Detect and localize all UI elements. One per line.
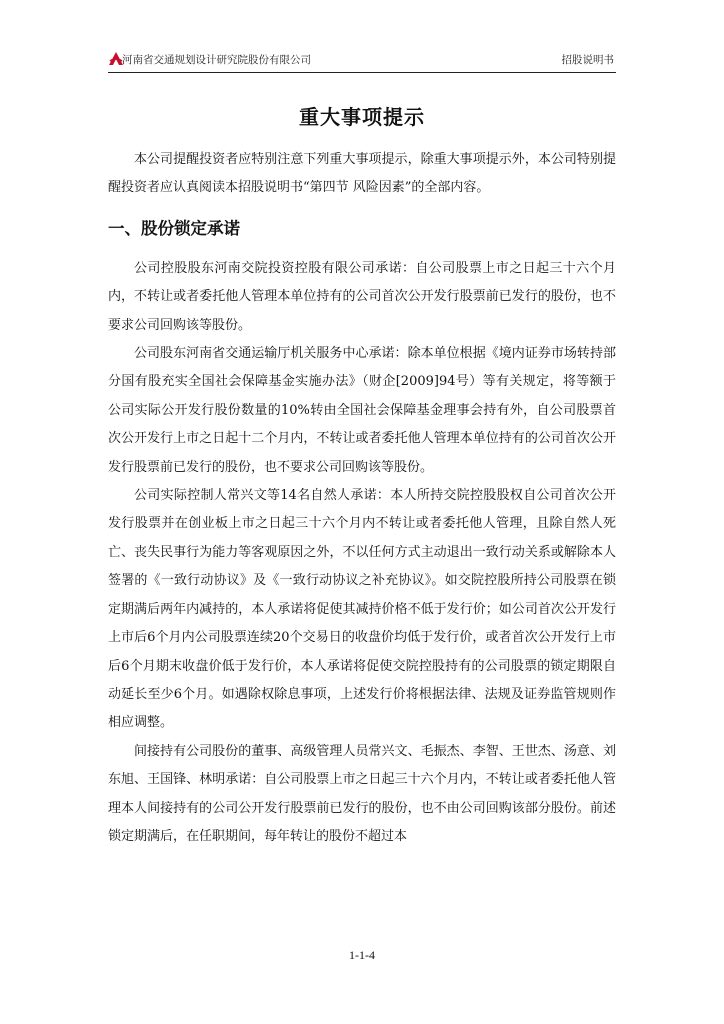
document-body — [108, 146, 616, 851]
paragraph-directors-executives: 间接持有公司股份的董事、高级管理人员常兴文、毛振杰、李智、王世杰、汤意、刘东旭、王国锋、林明承诺：自公司股票上市之日起三十六个月内，不转让或者委托他人管理本人间接持有的公司公开发行股票前已发行的股份，也不由公司回购该部分股份。前述锁定期满后，在任职期间，每年转让的股份不超过本 — [108, 743, 616, 844]
company-name: 河南省交通规划设计研究院股份有限公司 — [122, 54, 311, 66]
intro-paragraph: 本公司提醒投资者应特别注意下列重大事项提示，除重大事项提示外，本公司特别提醒投资者应认真阅读本招股说明书“第四节 风险因素”的全部内容。 — [108, 152, 616, 196]
paragraph-transport-dept-shareholder: 公司股东河南省交通运输厅机关服务中心承诺：除本单位根据《境内证券市场转持部分国有股充实全国社会保障基金实施办法》（财企[2009]94号）等有关规定，将等额于公司实际公开发行股份数量的10%转由全国社会保障基金理事会持有外，自公司股票首次公开发行上市之日起十二个月内，不转让或者委托他人管理本单位持有的公司首次公开发行股票前已发行的股份，也不要求公司回购该等股份。 — [108, 346, 616, 475]
page-header — [108, 50, 616, 73]
section-heading: 一、股份锁定承诺 — [108, 218, 240, 238]
page-title: 重大事项提示 — [299, 105, 425, 129]
page-number: 1-1-4 — [349, 948, 375, 962]
paragraph-actual-controller: 公司实际控制人常兴文等14名自然人承诺：本人所持交院控股股权自公司首次公开发行股票并在创业板上市之日起三十六个月内不转让或者委托他人管理，且除自然人死亡、丧失民事行为能力等客观原因之外，不以任何方式主动退出一致行动关系或解除本人签署的《一致行动协议》及《一致行动协议之补充协议》。如交院控股所持公司股票在锁定期满后两年内减持的，本人承诺将促使其减持价格不低于发行价；如公司首次公开发行上市后6个月内公司股票连续20个交易日的收盘价均低于发行价，或者首次公开发行上市后6个月期末收盘价低于发行价，本人承诺将促使交院控股持有的公司股票的锁定期限自动延长至少6个月。如遇除权除息事项，上述发行价将根据法律、法规及证券监管规则作相应调整。 — [108, 488, 616, 731]
paragraph-controlling-shareholder: 公司控股股东河南交院投资控股有限公司承诺：自公司股票上市之日起三十六个月内，不转让或者委托他人管理本单位持有的公司首次公开发行股票前已发行的股份，也不要求公司回购该等股份。 — [108, 260, 616, 333]
document-type: 招股说明书 — [561, 54, 614, 66]
